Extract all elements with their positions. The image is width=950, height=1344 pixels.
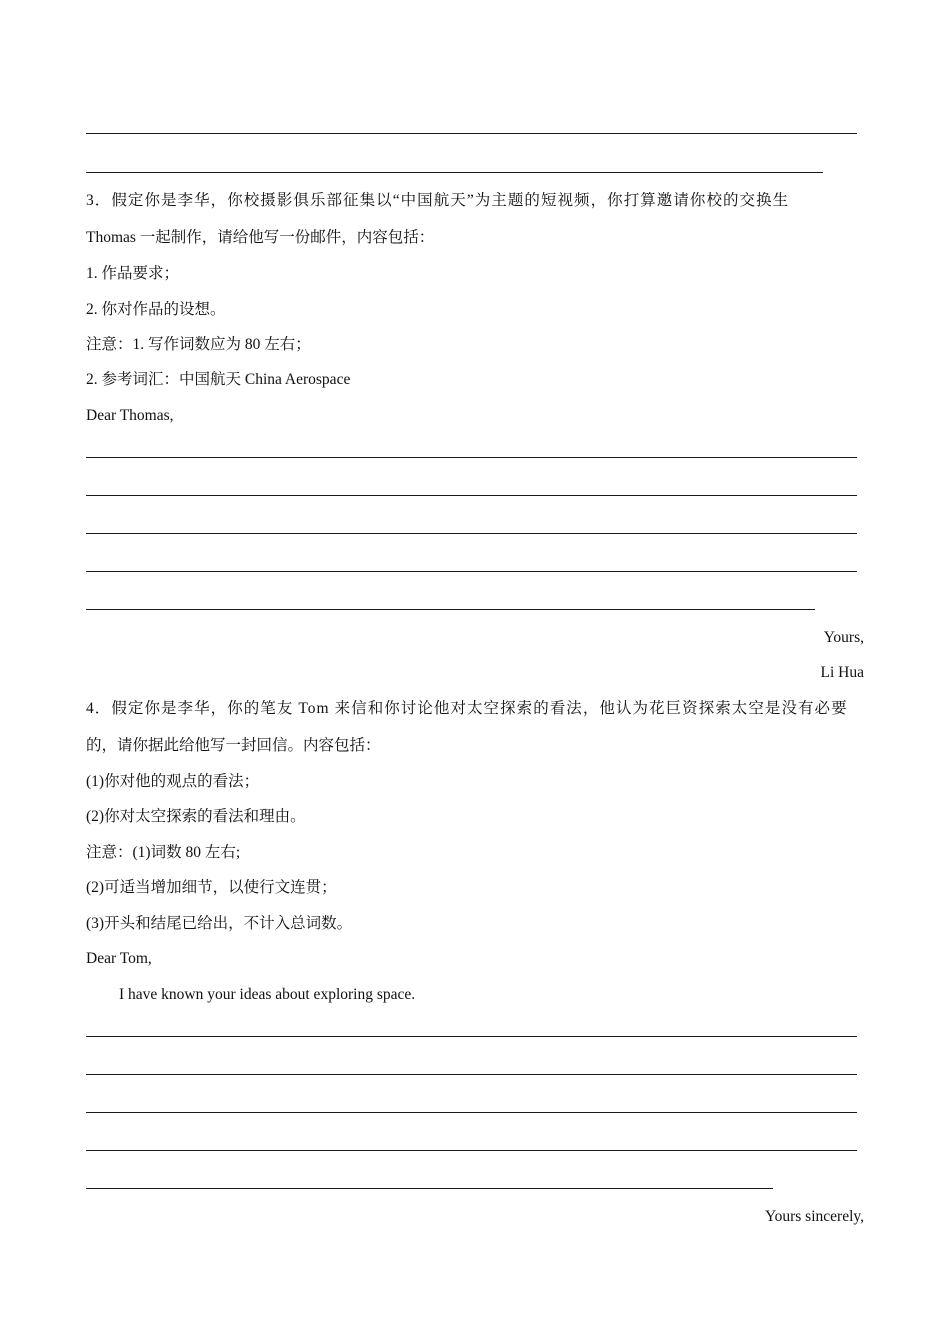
q4-closing: Yours sincerely, [764,1208,864,1225]
answer-line[interactable] [86,533,857,534]
q4-note-3: (3)开头和结尾已给出，不计入总词数。 [86,915,353,932]
q4-prompt-line1: 4．假定你是李华，你的笔友 Tom 来信和你讨论他对太空探索的看法，他认为花巨资探索太空是没有必要 [86,700,848,717]
q3-greeting: Dear Thomas, [86,407,174,424]
answer-line[interactable] [86,1074,857,1075]
q4-greeting: Dear Tom, [86,950,152,967]
q3-prompt-line2: Thomas 一起制作，请给他写一份邮件，内容包括： [86,229,435,246]
q3-closing: Yours, [823,629,864,646]
q3-prompt-line1: 3．假定你是李华，你校摄影俱乐部征集以“中国航天”为主题的短视频，你打算邀请你校的交换生 [86,192,790,209]
answer-line[interactable] [86,495,857,496]
answer-line[interactable] [86,1112,857,1113]
answer-line[interactable] [86,609,815,610]
q4-prompt-line2: 的，请你据此给他写一封回信。内容包括： [86,737,381,754]
q3-note-2: 2. 参考词汇：中国航天 China Aerospace [86,371,351,388]
answer-line[interactable] [86,1150,857,1151]
answer-line[interactable] [86,457,857,458]
answer-line[interactable] [86,172,823,173]
answer-line[interactable] [86,133,857,134]
answer-line[interactable] [86,571,857,572]
answer-line[interactable] [86,1188,773,1189]
q3-signature: Li Hua [820,664,864,681]
q3-content-point-2: 2. 你对作品的设想。 [86,301,226,318]
q3-note-1: 注意：1. 写作词数应为 80 左右； [86,336,311,353]
q4-opening-sentence: I have known your ideas about exploring space. [119,986,416,1003]
q4-note-2: (2)可适当增加细节，以使行文连贯； [86,879,337,896]
answer-line[interactable] [86,1036,857,1037]
q3-content-point-1: 1. 作品要求； [86,265,180,282]
q4-note-1: 注意：(1)词数 80 左右; [86,844,241,861]
q4-content-point-2: (2)你对太空探索的看法和理由。 [86,808,306,825]
q4-content-point-1: (1)你对他的观点的看法； [86,773,260,790]
